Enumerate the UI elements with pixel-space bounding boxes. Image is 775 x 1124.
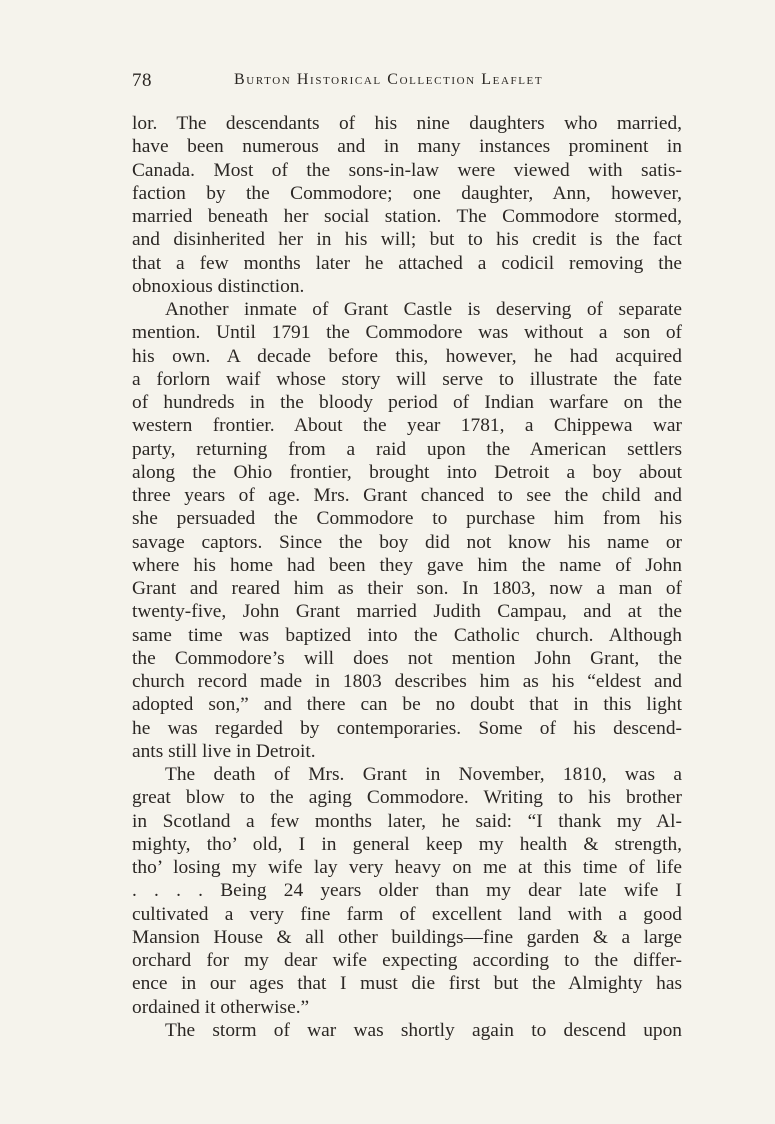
text-line: in Scotland a few months later, he said: “I thank my Al- — [132, 810, 682, 832]
text-line: orchard for my dear wife expecting according to the differ- — [132, 950, 682, 971]
text-line: church record made in 1803 describes him as his “eldest and — [132, 671, 682, 692]
text-line: great blow to the aging Commodore. Writing to his brother — [132, 787, 682, 809]
text-line: along the Ohio frontier, brought into Detroit a boy about — [132, 461, 682, 483]
page-number: 78 — [132, 70, 152, 91]
text-line: Canada. Most of the sons-in-law were viewed with satis- — [132, 159, 682, 181]
text-line: the Commodore’s will does not mention John Grant, the — [132, 647, 682, 669]
text-line: a forlorn waif whose story will serve to illustrate the fate — [132, 368, 682, 390]
text-line: same time was baptized into the Catholic church. Although — [132, 624, 682, 646]
text-line: that a few months later he attached a codicil removing the — [132, 252, 682, 274]
body-text — [132, 112, 682, 1042]
text-line: western frontier. About the year 1781, a Chippewa war — [132, 415, 682, 437]
text-line: tho’ losing my wife lay very heavy on me at this time of life — [132, 857, 682, 878]
text-line: faction by the Commodore; one daughter, Ann, however, — [132, 182, 682, 204]
text-line: ence in our ages that I must die first but the Almighty has — [132, 973, 682, 995]
running-head: Burton Historical Collection Leaflet — [234, 71, 544, 88]
text-line: where his home had been they gave him the name of John — [132, 554, 682, 576]
text-line: lor. The descendants of his nine daughters who married, — [132, 113, 682, 134]
text-line: of hundreds in the bloody period of Indian warfare on the — [132, 392, 682, 413]
text-line: Mansion House & all other buildings—fine garden & a large — [132, 926, 682, 948]
text-line: he was regarded by contemporaries. Some of his descend- — [132, 717, 682, 739]
paragraph-first-line: The death of Mrs. Grant in November, 1810, was a — [165, 764, 682, 785]
paragraph-first-line: Another inmate of Grant Castle is deserving of separate — [165, 299, 682, 320]
text-line: Grant and reared him as their son. In 1803, now a man of — [132, 578, 682, 599]
text-line: married beneath her social station. The Commodore stormed, — [132, 206, 682, 227]
paragraph-first-line: The storm of war was shortly again to descend upon — [165, 1019, 682, 1041]
text-line: she persuaded the Commodore to purchase him from his — [132, 508, 682, 530]
text-line: . . . . Being 24 years older than my dear late wife I — [132, 880, 682, 902]
text-line: mention. Until 1791 the Commodore was without a son of — [132, 322, 682, 344]
text-line: ordained it otherwise.” — [132, 996, 310, 1018]
text-line: cultivated a very fine farm of excellent land with a good — [132, 903, 682, 925]
text-line: twenty-five, John Grant married Judith Campau, and at the — [132, 601, 682, 623]
text-line: his own. A decade before this, however, he had acquired — [132, 345, 682, 367]
page-header — [132, 70, 682, 98]
text-line: have been numerous and in many instances prominent in — [132, 136, 682, 158]
text-line: savage captors. Since the boy did not know his name or — [132, 531, 682, 553]
text-line: mighty, tho’ old, I in general keep my health & strength, — [132, 833, 682, 855]
text-line: party, returning from a raid upon the American settlers — [132, 438, 682, 460]
text-line: obnoxious distinction. — [132, 275, 305, 297]
text-line: and disinherited her in his will; but to his credit is the fact — [132, 229, 682, 251]
text-line: adopted son,” and there can be no doubt that in this light — [132, 694, 682, 716]
text-line: three years of age. Mrs. Grant chanced to see the child and — [132, 485, 682, 506]
text-line: ants still live in Detroit. — [132, 740, 316, 762]
